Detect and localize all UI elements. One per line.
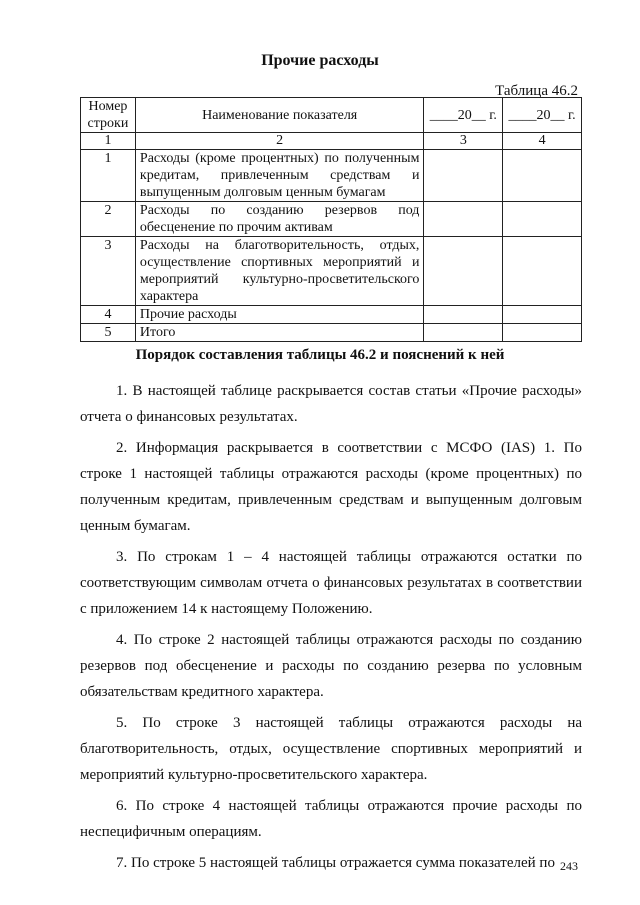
row-value-cell <box>503 150 582 202</box>
row-name-cell: Расходы (кроме процентных) по полученным кредитам, привлеченным средствам и выпущенным долговым ценным бумагам <box>135 150 424 202</box>
paragraph: 7. По строке 5 настоящей таблицы отражается сумма показателей по <box>116 855 555 871</box>
column-index-cell: 3 <box>424 133 503 150</box>
header-year-1: ____20__ г. <box>424 98 503 133</box>
header-indicator-name: Наименование показателя <box>135 98 424 133</box>
row-number-cell: 1 <box>81 150 136 202</box>
row-number-cell: 4 <box>81 306 136 324</box>
row-value-cell <box>424 306 503 324</box>
row-number-cell: 2 <box>81 202 136 237</box>
body-text <box>80 378 582 881</box>
row-value-cell <box>424 150 503 202</box>
row-number-cell: 5 <box>81 324 136 342</box>
row-value-cell <box>503 306 582 324</box>
row-value-cell <box>503 202 582 237</box>
column-index-row <box>81 133 582 150</box>
table-row <box>81 202 582 237</box>
row-name-cell: Расходы на благотворительность, отдых, осуществление спортивных мероприятий и мероприятий культурно-просветительского характера <box>135 237 424 306</box>
column-index-cell: 2 <box>135 133 424 150</box>
table-row <box>81 150 582 202</box>
row-value-cell <box>424 202 503 237</box>
row-number-cell: 3 <box>81 237 136 306</box>
paragraph: 5. По строке 3 настоящей таблицы отражаются расходы на благотворительность, отдых, осуществление спортивных мероприятий и мероприятий культурно-просветительского характера. <box>80 715 582 783</box>
section-heading: Порядок составления таблицы 46.2 и пояснений к ней <box>135 347 505 363</box>
row-value-cell <box>503 237 582 306</box>
header-year-2: ____20__ г. <box>503 98 582 133</box>
paragraph: 3. По строкам 1 – 4 настоящей таблицы отражаются остатки по соответствующим символам отчета о финансовых результатах в соответствии с приложением 14 к настоящему Положению. <box>80 549 582 617</box>
table-row <box>81 237 582 306</box>
page-number: 243 <box>560 859 578 873</box>
row-name-cell: Итого <box>135 324 424 342</box>
row-name-cell: Расходы по созданию резервов под обесценение по прочим активам <box>135 202 424 237</box>
row-value-cell <box>503 324 582 342</box>
paragraph: 1. В настоящей таблице раскрывается состав статьи «Прочие расходы» отчета о финансовых результатах. <box>80 383 582 425</box>
table-label: Таблица 46.2 <box>495 83 578 99</box>
paragraph: 2. Информация раскрывается в соответствии с МСФО (IAS) 1. По строке 1 настоящей таблицы отражаются расходы (кроме процентных) по полученным кредитам, привлеченным средствам и выпущенным долговым ценным бумагам. <box>80 440 582 534</box>
column-index-cell: 1 <box>81 133 136 150</box>
table-row <box>81 324 582 342</box>
row-value-cell <box>424 324 503 342</box>
document-title: Прочие расходы <box>261 52 379 69</box>
table-row <box>81 306 582 324</box>
expenses-table <box>80 97 582 342</box>
header-row-number: Номер строки <box>81 98 136 133</box>
paragraph: 6. По строке 4 настоящей таблицы отражаются прочие расходы по неспецифичным операциям. <box>80 798 582 840</box>
row-value-cell <box>424 237 503 306</box>
paragraph: 4. По строке 2 настоящей таблицы отражаются расходы по созданию резервов под обесценение и расходы по созданию резерва по условным обязательствам кредитного характера. <box>80 632 582 700</box>
column-index-cell: 4 <box>503 133 582 150</box>
table-header-row <box>81 98 582 133</box>
row-name-cell: Прочие расходы <box>135 306 424 324</box>
